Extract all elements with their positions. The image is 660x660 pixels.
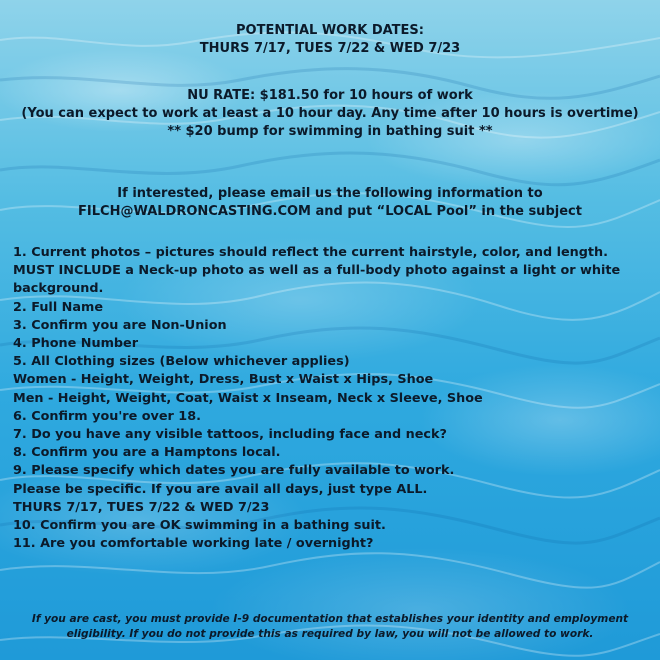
work-dates-title: POTENTIAL WORK DATES: (236, 23, 424, 38)
list-item: 10. Confirm you are OK swimming in a bathing suit. (13, 518, 386, 534)
list-item: 4. Phone Number (13, 336, 139, 352)
list-item: THURS 7/17, TUES 7/22 & WED 7/23 (13, 499, 270, 515)
i9-disclaimer (8, 612, 652, 641)
list-item: 5. All Clothing sizes (Below whichever applies) (13, 354, 350, 370)
rate-swim-bump: ** $20 bump for swimming in bathing suit ** (167, 124, 493, 139)
list-item: 2. Full Name (13, 299, 104, 315)
list-item: MUST INCLUDE a Neck-up photo as well as a full-body photo against a light or white background. (13, 263, 621, 297)
rate-overtime-note: (You can expect to work at least a 10 hour day. Any time after 10 hours is overtime) (21, 106, 639, 121)
list-item: 8. Confirm you are a Hamptons local. (13, 445, 281, 461)
list-item: 11. Are you comfortable working late / overnight? (13, 536, 374, 552)
list-item: 1. Current photos – pictures should reflect the current hairstyle, color, and length. (13, 245, 608, 260)
work-dates-block (0, 22, 660, 58)
i9-disclaimer-line-1: If you are cast, you must provide I-9 documentation that establishes your identity and employment (31, 613, 629, 625)
list-item: Please be specific. If you are avail all days, just type ALL. (13, 481, 428, 497)
list-item: 6. Confirm you're over 18. (13, 408, 201, 424)
list-item: 7. Do you have any visible tattoos, including face and neck? (13, 427, 447, 443)
list-item: Women - Height, Weight, Dress, Bust x Waist x Hips, Shoe (13, 372, 434, 388)
list-item: Men - Height, Weight, Coat, Waist x Inseam, Neck x Sleeve, Shoe (13, 390, 483, 406)
email-instructions-line-2: FILCH@WALDRONCASTING.COM and put “LOCAL Pool” in the subject (78, 204, 582, 219)
rate-amount: NU RATE: $181.50 for 10 hours of work (187, 88, 473, 103)
work-dates-list: THURS 7/17, TUES 7/22 & WED 7/23 (199, 41, 461, 56)
email-instructions-line-1: If interested, please email us the following information to (117, 186, 543, 201)
requirements-list (13, 244, 653, 553)
list-item: 9. Please specify which dates you are fully available to work. (13, 463, 455, 479)
list-item: 3. Confirm you are Non-Union (13, 317, 227, 333)
i9-disclaimer-line-2: eligibility. If you do not provide this as required by law, you will not be allowed to work. (66, 627, 594, 640)
email-instructions-block (0, 185, 660, 221)
rate-block (0, 87, 660, 141)
